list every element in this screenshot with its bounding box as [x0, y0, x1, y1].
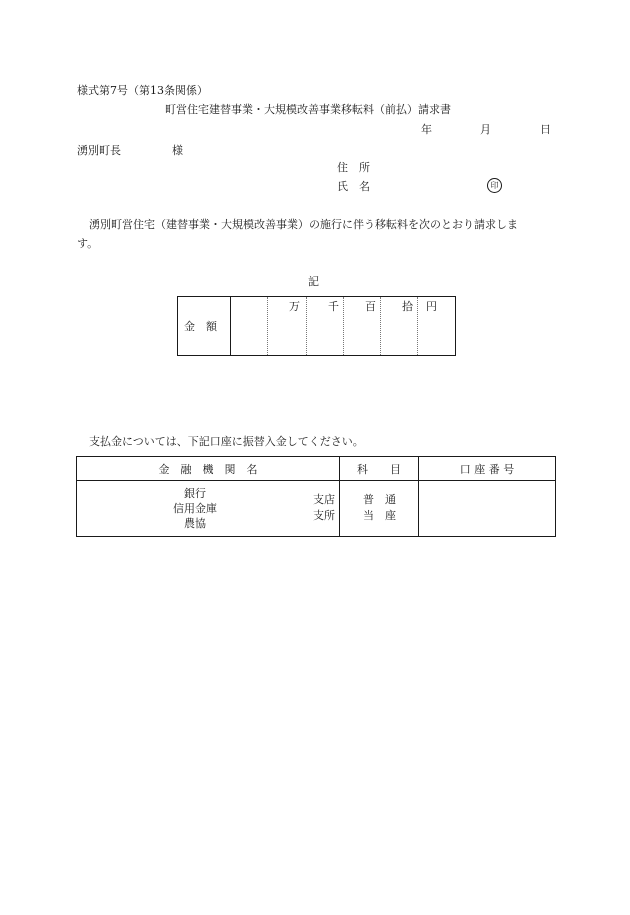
form-number: 様式第7号（第13条関係） — [77, 84, 208, 97]
digit-divider-5 — [417, 297, 418, 355]
ki-heading: 記 — [308, 275, 319, 288]
institution-cell — [77, 481, 340, 537]
account-type-futsu: 普 通 — [363, 493, 396, 506]
date-year-label: 年 — [421, 123, 432, 136]
name-label: 氏 名 — [337, 180, 370, 193]
bank-account-table — [76, 456, 556, 537]
unit-juu: 拾 — [402, 300, 413, 313]
header-account-number: 口 座 番 号 — [419, 457, 556, 481]
date-month-label: 月 — [480, 123, 491, 136]
institution-type-shinkin: 信用金庫 — [173, 502, 217, 515]
institution-type-bank: 銀行 — [184, 487, 206, 500]
amount-box — [177, 296, 456, 356]
account-type-cell — [340, 481, 419, 537]
addressee-name: 湧別町長 — [77, 144, 121, 157]
digit-divider-4 — [380, 297, 381, 355]
amount-label-cell — [178, 297, 231, 355]
address-label: 住 所 — [337, 161, 370, 174]
account-number-cell[interactable] — [419, 481, 556, 537]
header-account-type: 科 目 — [340, 457, 419, 481]
transfer-instruction: 支払金については、下記口座に振替入金してください。 — [89, 435, 364, 448]
digit-divider-3 — [343, 297, 344, 355]
digit-divider-1 — [267, 297, 268, 355]
form-title: 町営住宅建替事業・大規模改善事業移転料（前払）請求書 — [165, 103, 451, 116]
account-type-toza: 当 座 — [363, 509, 396, 522]
branch-type-shiten: 支店 — [313, 493, 335, 506]
digit-divider-2 — [306, 297, 307, 355]
unit-man: 万 — [289, 300, 300, 313]
seal-icon: 印 — [487, 178, 502, 193]
date-day-label: 日 — [540, 123, 551, 136]
header-institution: 金 融 機 関 名 — [77, 457, 340, 481]
body-text-line2: す。 — [77, 237, 99, 250]
branch-type-shisho: 支所 — [313, 509, 335, 522]
body-text-line1: 湧別町営住宅（建替事業・大規模改善事業）の施行に伴う移転料を次のとおり請求しま — [89, 218, 518, 231]
addressee-honorific: 様 — [172, 144, 183, 157]
unit-en: 円 — [426, 300, 437, 313]
institution-type-nokyo: 農協 — [184, 517, 206, 530]
unit-hyaku: 百 — [365, 300, 376, 313]
unit-sen: 千 — [328, 300, 339, 313]
amount-label: 金 額 — [184, 320, 217, 333]
seal-mark — [487, 178, 502, 193]
